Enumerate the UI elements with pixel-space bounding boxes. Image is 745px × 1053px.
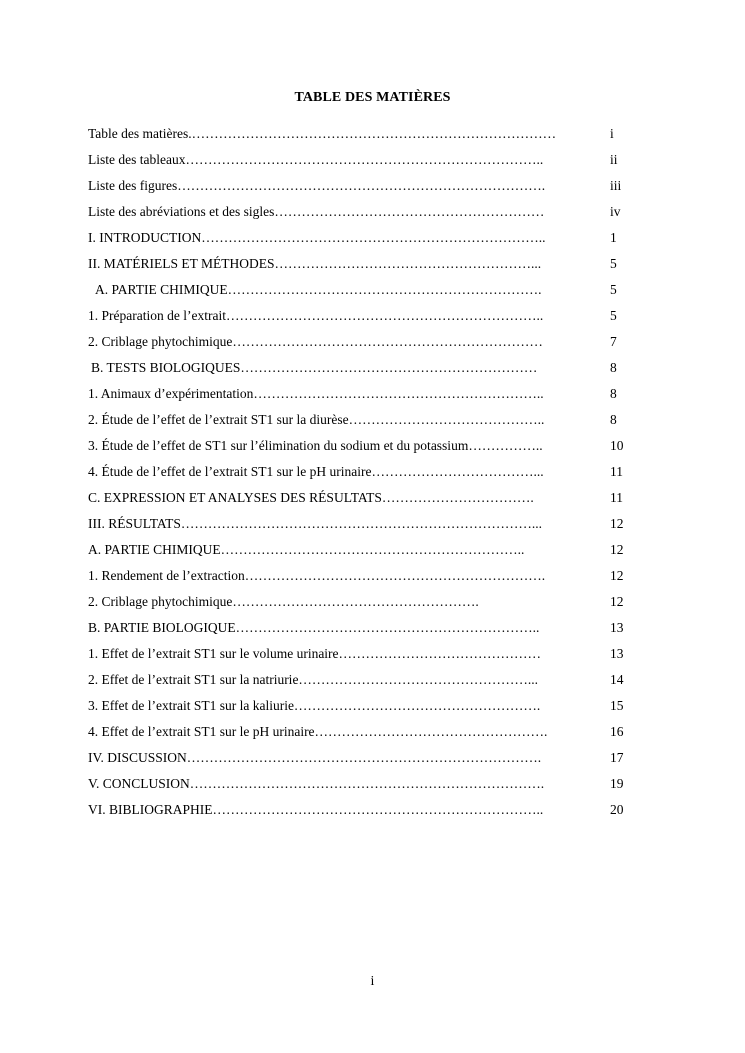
page-number: i <box>370 974 375 989</box>
toc-entry-text: A. PARTIE CHIMIQUE……………………………………………………………. <box>95 282 542 297</box>
toc-entry-text: 2. Effet de l’extrait ST1 sur la natriurie……………………………………………... <box>88 672 539 687</box>
toc-entry-text: 4. Effet de l’extrait ST1 sur le pH urinaire……………………………………………. <box>88 724 548 739</box>
toc-entry-text: I. INTRODUCTION………………………………………………………………….. <box>88 230 546 245</box>
toc-row <box>88 541 648 567</box>
toc-page-number: 12 <box>610 568 624 583</box>
toc-page-number: 5 <box>610 308 617 323</box>
toc-page-number: 11 <box>610 464 623 479</box>
toc-entry-text: IV. DISCUSSION……………………………………………………………………. <box>88 750 542 765</box>
toc-entry-text: 4. Étude de l’effet de l’extrait ST1 sur le pH urinaire………………………………... <box>88 464 544 479</box>
toc-page-number: 20 <box>610 802 624 817</box>
toc-row <box>88 645 648 671</box>
toc-page-number: iii <box>610 178 622 193</box>
toc-row <box>88 229 648 255</box>
toc-page-number: 11 <box>610 490 623 505</box>
toc-row <box>88 515 648 541</box>
toc-entry-text: B. TESTS BIOLOGIQUES………………………………………………………… <box>91 360 538 375</box>
toc-entry-text: 1. Préparation de l’extrait…………………………………………………………….. <box>88 308 544 323</box>
toc-entry-text: Table des matières.……………………………………………………………………… <box>88 126 557 141</box>
toc-row <box>88 359 648 385</box>
toc-entry-text: 1. Rendement de l’extraction…………………………………………………………. <box>88 568 546 583</box>
toc-row <box>88 801 648 827</box>
toc-entry-text: V. CONCLUSION……………………………………………………………………. <box>88 776 545 791</box>
toc-entry-text: A. PARTIE CHIMIQUE………………………………………………………….. <box>88 542 525 557</box>
toc-page-number: 12 <box>610 516 624 531</box>
toc-row <box>88 567 648 593</box>
toc-page-number: 7 <box>610 334 617 349</box>
toc-row <box>88 385 648 411</box>
toc-row <box>88 749 648 775</box>
toc-entry-text: III. RÉSULTATS……………………………………………………………………... <box>88 516 543 531</box>
toc-page-number: 5 <box>610 256 617 271</box>
toc-entry-text: 3. Étude de l’effet de ST1 sur l’élimination du sodium et du potassium…………….. <box>88 438 543 453</box>
toc-page-number: 8 <box>610 412 617 427</box>
toc-row <box>88 437 648 463</box>
toc-row <box>88 281 648 307</box>
toc-row <box>88 411 648 437</box>
toc-entry-text: Liste des figures………………………………………………………………………. <box>88 178 546 193</box>
toc-page-number: iv <box>610 204 621 219</box>
toc-page-number: 5 <box>610 282 617 297</box>
toc-row <box>88 697 648 723</box>
toc-row <box>88 203 648 229</box>
toc-page-number: 1 <box>610 230 617 245</box>
toc-entry-text: Liste des abréviations et des sigles…………………………………………………… <box>88 204 545 219</box>
toc-row <box>88 489 648 515</box>
toc-entry-text: 1. Effet de l’extrait ST1 sur le volume urinaire……………………………………… <box>88 646 542 661</box>
toc-row <box>88 463 648 489</box>
toc-row <box>88 125 648 151</box>
toc-entry-text: 2. Étude de l’effet de l’extrait ST1 sur la diurèse…………………………………….. <box>88 412 545 427</box>
toc-row <box>88 307 648 333</box>
toc-page-number: 19 <box>610 776 624 791</box>
toc-row <box>88 723 648 749</box>
toc-row <box>88 177 648 203</box>
toc-page-number: 12 <box>610 542 624 557</box>
toc-row <box>88 775 648 801</box>
toc-page-number: 10 <box>610 438 624 453</box>
toc-page-number: 8 <box>610 386 617 401</box>
toc-entry-text: II. MATÉRIELS ET MÉTHODES…………………………………………………... <box>88 256 542 271</box>
toc-entry-text: 3. Effet de l’extrait ST1 sur la kaliurie………………………………………………. <box>88 698 541 713</box>
document-title: TABLE DES MATIÈRES <box>294 90 451 105</box>
toc-page-number: 8 <box>610 360 617 375</box>
toc-row <box>88 333 648 359</box>
toc-row <box>88 619 648 645</box>
toc-page-number: 17 <box>610 750 624 765</box>
toc-entry-text: VI. BIBLIOGRAPHIE……………………………………………………………….. <box>88 802 544 817</box>
toc-page-number: 16 <box>610 724 624 739</box>
toc-row <box>88 151 648 177</box>
toc-page-number: 15 <box>610 698 624 713</box>
toc-page-number: 13 <box>610 646 624 661</box>
toc-page-number: 13 <box>610 620 624 635</box>
toc-page-number: 14 <box>610 672 624 687</box>
toc-page-number: i <box>610 126 614 141</box>
toc-entry-text: 2. Criblage phytochimique………………………………………………. <box>88 594 479 609</box>
toc-entry-text: 2. Criblage phytochimique…………………………………………………………… <box>88 334 543 349</box>
table-of-contents <box>88 125 648 827</box>
toc-row <box>88 671 648 697</box>
toc-page-number: 12 <box>610 594 624 609</box>
toc-entry-text: 1. Animaux d’expérimentation……………………………………………………….. <box>88 386 544 401</box>
toc-entry-text: Liste des tableaux…………………………………………………………………….. <box>88 152 544 167</box>
toc-entry-text: B. PARTIE BIOLOGIQUE………………………………………………………….. <box>88 620 540 635</box>
toc-row <box>88 255 648 281</box>
toc-page-number: ii <box>610 152 618 167</box>
toc-entry-text: C. EXPRESSION ET ANALYSES DES RÉSULTATS……………………………. <box>88 490 534 505</box>
toc-row <box>88 593 648 619</box>
